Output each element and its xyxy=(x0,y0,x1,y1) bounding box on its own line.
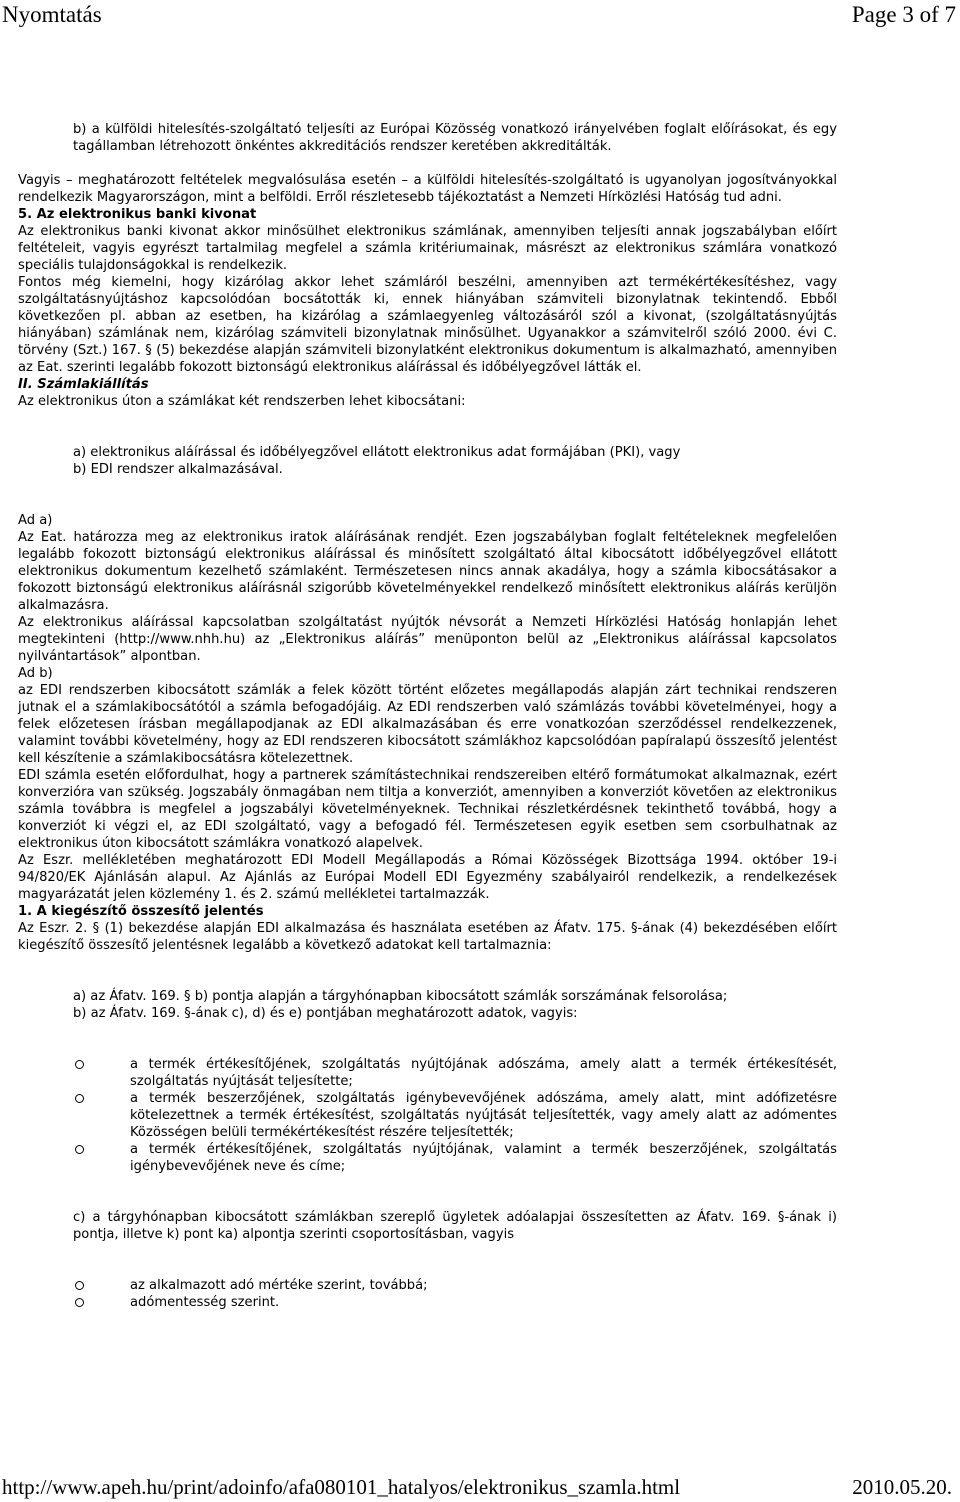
paragraph-eszr-2: Az Eszr. 2. § (1) bekezdése alapján EDI alkalmazása és használata esetében az Áfatv. 175. §-ának (4) bekezdésében előírt kiegészítő összesítő jelentésnek legalább a következő adatokat kell tartalmaznia: xyxy=(18,921,837,953)
list-item-b: b) EDI rendszer alkalmazásával. xyxy=(73,462,283,477)
bullet-list-1 xyxy=(18,1056,837,1175)
paragraph-nevsor: Az elektronikus aláírással kapcsolatban szolgáltatást nyújtók névsorát a Nemzeti Hírközlési Hatóság honlapján lehet megtekinteni (http://www.nhh.hu) az „Elektronikus aláírás” menüponton belül az „Elektronikus aláírással kapcsolatos nyilvántartások” alpontban. xyxy=(18,615,837,664)
list-item: adómentesség szerint. xyxy=(73,1294,837,1311)
paragraph-ket-rendszer: Az elektronikus úton a számlákat két rendszerben lehet kibocsátani: xyxy=(18,394,466,409)
systems-list xyxy=(73,444,837,478)
circle-bullet-icon xyxy=(75,1094,84,1103)
sub-item-a: a) az Áfatv. 169. § b) pontja alapján a tárgyhónapban kibocsátott számlák sorszámának felsorolása; xyxy=(73,989,728,1004)
list-item: az alkalmazott adó mértéke szerint, továbbá; xyxy=(73,1277,837,1294)
section-heading-osszesito xyxy=(18,903,837,920)
paragraph-vagyis: Vagyis – meghatározott feltételek megvalósulása esetén – a külföldi hitelesítés-szolgáltató is ugyanolyan jogosítványokkal rendelkezik Magyarországon, mint a belföldi. Erről részletesebb tájékoztatást a Nemzeti Hírközlési Hatóság tud adni. xyxy=(18,173,837,205)
sub-item-b: b) az Áfatv. 169. §-ának c), d) és e) pontjában meghatározott adatok, vagyis: xyxy=(73,1006,578,1021)
paragraph-banki-kivonat: Az elektronikus banki kivonat akkor minősülhet elektronikus számlának, amennyiben teljesíti annak jogszabályban előírt feltételeit, vagyis egyrészt tartalmilag megfelel a számla kritériumainak, másrészt az elektronikus számlára vonatkozó speciális tulajdonságokkal is rendelkezik. xyxy=(18,224,837,273)
ad-b-label: Ad b) xyxy=(18,666,53,681)
circle-bullet-icon xyxy=(75,1145,84,1154)
bullet-list-2 xyxy=(18,1277,837,1311)
page-indicator: Page 3 of 7 xyxy=(851,2,956,27)
circle-bullet-icon xyxy=(75,1298,84,1307)
section-heading-5-text: 5. Az elektronikus banki kivonat xyxy=(18,207,257,222)
section-heading-ii xyxy=(18,376,837,393)
print-header-title: Nyomtatás xyxy=(2,2,102,27)
list-item: a termék beszerzőjének, szolgáltatás igénybevevőjének adószáma, amely alatt, mint adófizetésre kötelezettnek a termék értékesítést, szolgáltatás nyújtását teljesítették, vagy amely alatt az adómentes Közösségen belüli termékértékesítést részére teljesítették; xyxy=(73,1090,837,1141)
list-item: a termék értékesítőjének, szolgáltatás nyújtójának, valamint a termék beszerzőjének, szolgáltatás igénybevevőjének neve és címe; xyxy=(73,1141,837,1175)
circle-bullet-icon xyxy=(75,1281,84,1290)
paragraph-eat: Az Eat. határozza meg az elektronikus iratok aláírásának rendjét. Ezen jogszabályban foglalt feltételeknek megfelelően legalább fokozott biztonságú elektronikus aláírással és minősített szolgáltató által kibocsátott időbélyegzővel ellátott elektronikus dokumentum kezelhető számlaként. Természetesen nincs annak akadálya, hogy a számla kibocsátásakor a fokozott biztonságú elektronikus aláírásnál szigorúbb követelményekkel rendelkező minősített elektronikus aláírás kerüljön alkalmazásra. xyxy=(18,530,837,613)
section-heading-ii-text: II. Számlakiállítás xyxy=(18,377,149,392)
sub-item-c: c) a tárgyhónapban kibocsátott számlákban szereplő ügyletek adóalapjai összesítetten az Áfatv. 169. §-ának i) pontja, illetve k) pont ka) alpontja szerinti csoportosításban, vagyis xyxy=(73,1210,837,1242)
footer-date: 2010.05.20. xyxy=(852,1475,952,1499)
paragraph-fontos: Fontos még kiemelni, hogy kizárólag akkor lehet számláról beszélni, amennyiben azt termékértékesítéshez, vagy szolgáltatásnyújtáshoz kapcsolódóan bocsátották ki, ennek hiányában számviteli bizonylatnak tekintendő. Ebből következően pl. abban az esetben, ha kizárólag a számlaegyenleg változásáról szól a kivonat, (szolgáltatásnyújtás hiányában) számlának nem, kizárólag számviteli bizonylatnak minősülhet. Ugyanakkor a számvitelről szóló 2000. évi C. törvény (Szt.) 167. § (5) bekezdése alapján számviteli bizonylatként elektronikus dokumentum is alkalmazható, amennyiben az Eat. szerinti legalább fokozott biztonságú elektronikus aláírással és időbélyegzővel látták el. xyxy=(18,275,837,375)
page-url-link[interactable]: http://www.apeh.hu/print/adoinfo/afa080101_hatalyos/elektronikus_szamla.html xyxy=(2,1475,681,1499)
document-body xyxy=(18,121,837,1311)
paragraph-eszr: Az Eszr. mellékletében meghatározott EDI Modell Megállapodás a Római Közösségek Bizottsága 1994. október 19-i 94/820/EK Ajánlásán alapul. Az Ajánlás az Európai Modell EDI Egyezmény szabályairól rendelkezik, a rendelkezések magyarázatát jelen közlemény 1. és 2. számú mellékletei tartalmazzák. xyxy=(18,853,837,902)
paragraph-edi-2: EDI számla esetén előfordulhat, hogy a partnerek számítástechnikai rendszereiben eltérő formátumokat alkalmaznak, ezért konverzióra van szükség. Jogszabály önmagában nem tiltja a konverziót, amennyiben a konverziót követően az elektronikus számla továbbra is megfelel a jogszabályi követelményeknek. Technikai részletkérdésnek tekinthető továbbá, hogy a konverziót ki végzi el, az EDI szolgáltató, vagy a befogadó fél. Természetesen egyik esetben sem csorbulhatnak az elektronikus úton kibocsátott számlákra vonatkozó alapelvek. xyxy=(18,768,837,851)
list-item: a termék értékesítőjének, szolgáltatás nyújtójának adószáma, amely alatt a termék értékesítését, szolgáltatás nyújtását teljesítette; xyxy=(73,1056,837,1090)
paragraph-b-item: b) a külföldi hitelesítés-szolgáltató teljesíti az Európai Közösség vonatkozó irányelvében foglalt előírásokat, és egy tagállamban létrehozott önkéntes akkreditációs rendszer keretében akkreditálták. xyxy=(73,122,837,154)
footer-url xyxy=(2,1474,680,1500)
circle-bullet-icon xyxy=(75,1060,84,1069)
section-heading-5 xyxy=(18,206,837,223)
section-heading-osszesito-text: 1. A kiegészítő összesítő jelentés xyxy=(18,904,264,919)
sub-list-ab xyxy=(73,988,837,1022)
list-item-a: a) elektronikus aláírással és időbélyegzővel ellátott elektronikus adat formájában (PKI), vagy xyxy=(73,445,681,460)
paragraph-edi-1: az EDI rendszerben kibocsátott számlák a felek között történt előzetes megállapodás alapján zárt technikai rendszeren jutnak el a számlakibocsátótól a számla befogadójáig. Az EDI rendszerben való számlázás további követelményei, hogy a felek előzetesen írásban megállapodjanak az EDI alkalmazásában és erre vonatkozóan szerződéssel rendelkezzenek, valamint további követelmény, hogy az EDI rendszeren kibocsátott számlákhoz kapcsolódóan papíralapú összesítő jelentést kell készítenie a számlakibocsátásra kötelezettnek. xyxy=(18,683,837,766)
ad-a-label: Ad a) xyxy=(18,513,53,528)
